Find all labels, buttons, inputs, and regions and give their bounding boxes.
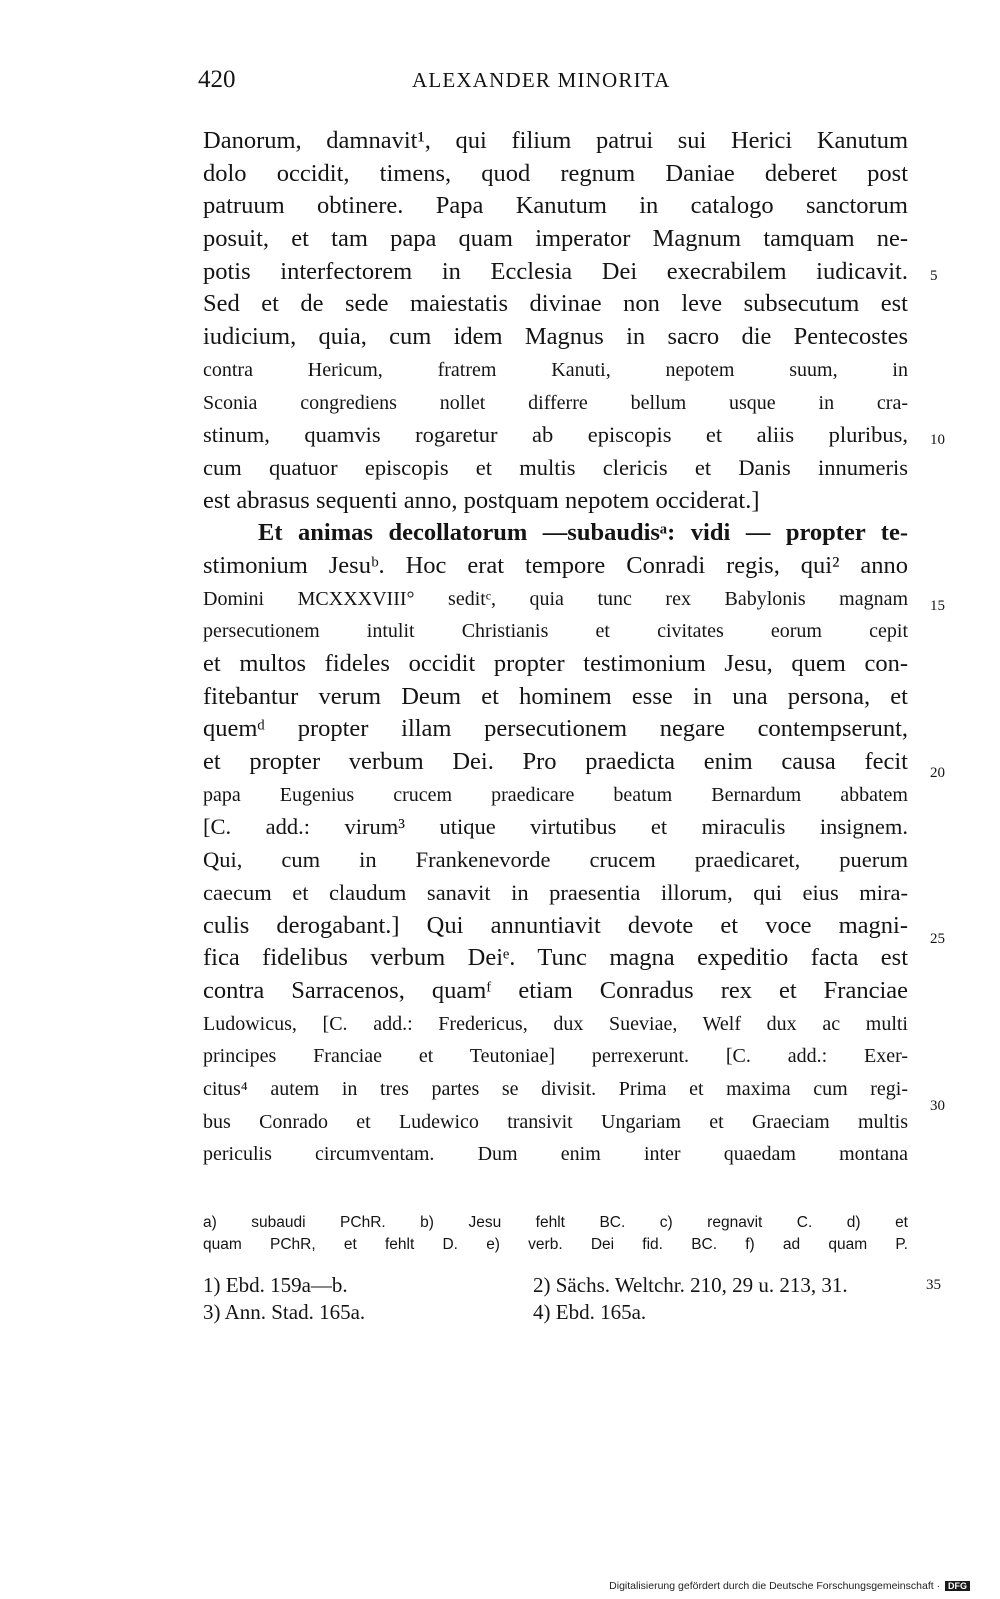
text-line: [C. add.: virum³ utique virtutibus et miraculis insignem. (203, 814, 908, 840)
text-line: Sed et de sede maiestatis divinae non leve subsecutum est (203, 290, 908, 318)
footnote: 2) Sächs. Weltchr. 210, 29 u. 213, 31. (533, 1273, 848, 1297)
footnote: 4) Ebd. 165a. (533, 1300, 647, 1324)
line-number: 30 (930, 1098, 945, 1114)
text-line: iudicium, quia, cum idem Magnus in sacro die Pentecostes (203, 323, 908, 351)
apparatus-line: a) subaudi PChR. b) Jesu fehlt BC. c) regnavit C. d) et (203, 1214, 908, 1231)
line-number: 5 (930, 268, 938, 284)
text-line: persecutionem intulit Christianis et civitates eorum cepit (203, 620, 908, 643)
text-line: fica fidelibus verbum Deiᵉ. Tunc magna expeditio facta est (203, 944, 908, 972)
text-line: cum quatuor episcopis et multis clericis et Danis innumeris (203, 454, 908, 480)
line-number: 25 (930, 931, 945, 947)
text-line: et multos fideles occidit propter testimonium Jesu, quem con- (203, 650, 908, 677)
text-line: citus⁴ autem in tres partes se divisit. Prima et maxima cum regi- (203, 1077, 908, 1100)
body-text (203, 125, 908, 1171)
text-line: culis derogabant.] Qui annuntiavit devote et voce magni- (203, 911, 908, 939)
text-line: contra Sarracenos, quamᶠ etiam Conradus rex et Franciae (203, 976, 908, 1004)
text-line: potis interfectorem in Ecclesia Dei execrabilem iudicavit. (203, 257, 908, 285)
running-head: ALEXANDER MINORITA (412, 68, 671, 92)
line-number: 20 (930, 765, 945, 781)
text-line: est abrasus sequenti anno, postquam nepotem occiderat.] (203, 486, 760, 514)
line-number: 35 (926, 1277, 941, 1293)
credit-text: Digitalisierung gefördert durch die Deutsche Forschungsgemeinschaft · (609, 1580, 941, 1592)
text-line: Qui, cum in Frankenevorde crucem praedicaret, puerum (203, 847, 908, 873)
text-line: fitebantur verum Deum et hominem esse in una persona, et (203, 682, 908, 710)
text-line: Ludowicus, [C. add.: Fredericus, dux Sueviae, Welf dux ac multi (203, 1012, 908, 1035)
apparatus-line: quam PChR, et fehlt D. e) verb. Dei fid. BC. f) ad quam P. (203, 1236, 908, 1253)
critical-apparatus (203, 1212, 908, 1256)
text-line: posuit, et tam papa quam imperator Magnum tamquam ne- (203, 225, 908, 253)
text-line: Domini MCXXXVIII° seditᶜ, quia tunc rex Babylonis magnam (203, 587, 908, 610)
line-number: 15 (930, 598, 945, 614)
text-line: Sconia congrediens nollet differre bellum usque in cra- (203, 391, 908, 414)
text-line: bus Conrado et Ludewico transivit Ungariam et Graeciam multis (203, 1110, 908, 1133)
footnote: 3) Ann. Stad. 165a. (203, 1300, 366, 1324)
text-line: papa Eugenius crucem praedicare beatum Bernardum abbatem (203, 783, 908, 806)
text-line: periculis circumventam. Dum enim inter quaedam montana (203, 1143, 908, 1166)
footnote: 1) Ebd. 159a—b. (203, 1273, 348, 1297)
digitization-credit (609, 1580, 970, 1592)
text-line: dolo occidit, timens, quod regnum Daniae deberet post (203, 159, 908, 187)
text-line: caecum et claudum sanavit in praesentia illorum, qui eius mira- (203, 879, 908, 905)
dfg-logo: DFG (945, 1581, 970, 1591)
line-number: 10 (930, 432, 945, 448)
page-number: 420 (198, 66, 236, 93)
text-line: stimonium Jesuᵇ. Hoc erat tempore Conradi regis, qui² anno (203, 551, 908, 579)
text-line: stinum, quamvis rogaretur ab episcopis et aliis pluribus, (203, 422, 908, 448)
text-line: principes Franciae et Teutoniae] perrexerunt. [C. add.: Exer- (203, 1045, 908, 1068)
text-line: quemᵈ propter illam persecutionem negare contempserunt, (203, 715, 908, 743)
text-line: Et animas decollatorum —subaudisᵃ: vidi — propter te- (258, 519, 908, 547)
text-line: Danorum, damnavit¹, qui filium patrui sui Herici Kanutum (203, 127, 908, 154)
footnotes (203, 1272, 908, 1326)
text-line: patruum obtinere. Papa Kanutum in catalogo sanctorum (203, 192, 908, 220)
text-line: et propter verbum Dei. Pro praedicta enim causa fecit (203, 748, 908, 776)
text-line: contra Hericum, fratrem Kanuti, nepotem suum, in (203, 358, 908, 381)
